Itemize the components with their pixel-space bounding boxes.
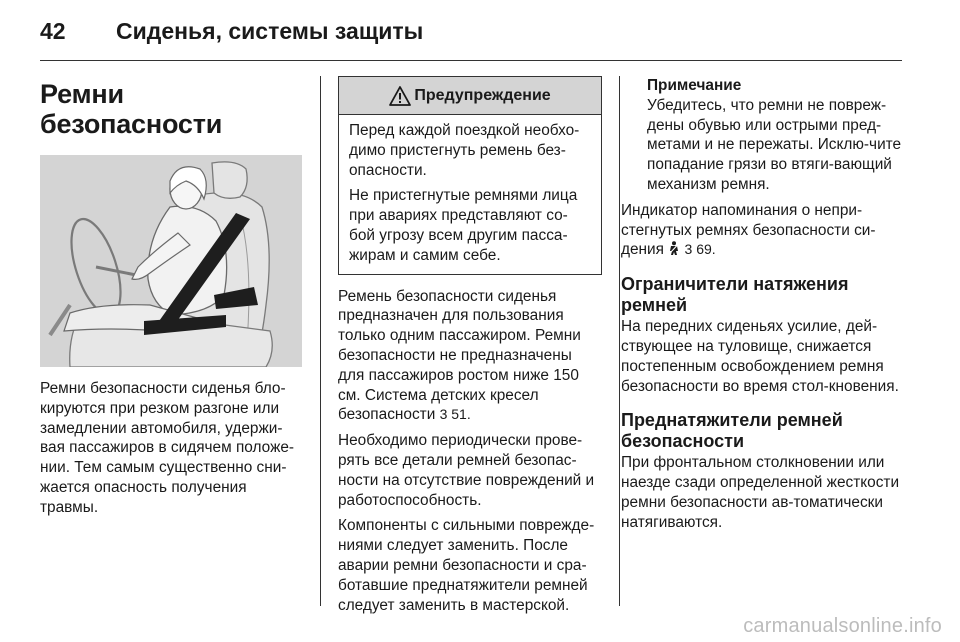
warning-paragraph: Не пристегнутые ремнями лица при авариях представляют со-бой угрозу всем другим пасса-жирам и самим себе. xyxy=(349,187,578,264)
page-reference-link[interactable]: 3 51. xyxy=(439,406,471,423)
column-divider-2 xyxy=(619,76,620,606)
subsection-title: Ограничители натяжения ремней xyxy=(621,274,849,316)
replacement-paragraph: Компоненты с сильными поврежде-ниями следует заменить. После аварии ремни безопасности и сра-ботавшие преднатяжители ремней следует заменить в мастерской. xyxy=(338,517,595,614)
column-divider-1 xyxy=(320,76,321,606)
pretensioner-paragraph: При фронтальном столкновении или наезде сзади определенной жесткости ремни безопасности ав-томатически натягиваются. xyxy=(621,454,900,531)
note-block xyxy=(621,76,903,195)
reminder-paragraph xyxy=(621,201,903,260)
section-title: Ремни безопасности xyxy=(40,79,223,139)
note-title: Примечание xyxy=(647,77,742,94)
warning-title: Предупреждение xyxy=(414,86,551,104)
warning-body xyxy=(339,115,601,274)
load-limiter-paragraph: На передних сиденьях усилие, дей-ствующее на туловище, снижается постепенным освобождением ремня безопасности во время стол-кновения. xyxy=(621,318,899,395)
reminder-text: Индикатор напоминания о непри-стегнутых ремнях безопасности си-дения xyxy=(621,201,876,259)
belt-usage-paragraph xyxy=(338,287,602,426)
warning-header xyxy=(339,77,601,115)
subsection-title: Преднатяжители ремней безопасности xyxy=(621,410,843,452)
inspection-paragraph: Необходимо периодически прове-рять все детали ремней безопас-ности на отсутствие повреждений и работоспособность. xyxy=(338,432,595,509)
warning-box xyxy=(338,76,602,275)
intro-paragraph: Ремни безопасности сиденья бло-кируются при резком разгоне или замедлении автомобиля, удержи-вая пассажиров в сидячем положе-нии. Тем самым существенно сни-жается опасность получения травмы. xyxy=(40,380,295,516)
seatbelt-drawing-icon xyxy=(40,155,302,367)
header-divider xyxy=(40,60,902,61)
warning-paragraph: Перед каждой поездкой необхо-димо пристегнуть ремень без-опасности. xyxy=(349,122,580,179)
page-reference-link[interactable]: 3 69. xyxy=(684,241,716,258)
column-2 xyxy=(338,76,602,615)
chapter-title: Сиденья, системы защиты xyxy=(116,17,424,44)
page-number: 42 xyxy=(40,17,66,44)
note-text: Убедитесь, что ремни не повреж-дены обувью или острыми пред-метами и не пережаты. Исклю-чите попадание грязи во втяги-вающий механизм ремня. xyxy=(647,96,902,193)
watermark-text: carmanualsonline.info xyxy=(743,615,942,637)
seatbelt-illustration xyxy=(40,155,302,367)
seatbelt-reminder-icon xyxy=(668,241,680,256)
warning-triangle-icon xyxy=(389,86,411,106)
column-1 xyxy=(40,76,304,518)
column-3 xyxy=(621,76,903,533)
belt-usage-text: Ремень безопасности сиденья предназначен для пользования только одним пассажиром. Ремни безопасности не предназначены для пассажиров ростом ниже 150 см. Система детских кресел безопасности xyxy=(338,287,581,424)
page-header xyxy=(40,14,423,48)
